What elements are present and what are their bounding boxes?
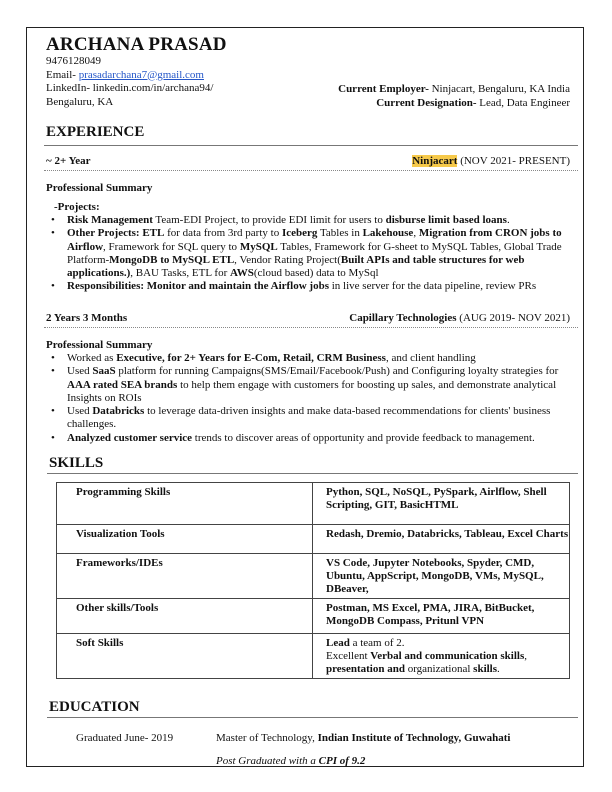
contact-block <box>46 55 213 109</box>
bullet-bold: Built APIs and table structures for web applications.) <box>67 253 525 280</box>
bullet-text: trends to discover areas of opportunity and provide feedback to management. <box>192 431 535 444</box>
job2-company-dates <box>349 312 570 325</box>
skill-text: Excellent <box>326 650 371 662</box>
bullet-text: Tables in <box>317 227 363 240</box>
divider <box>44 145 578 146</box>
designation-label: Current Designation- <box>376 96 477 109</box>
bullet-text: Worked as <box>67 352 117 364</box>
cpi: CPI of 9.2 <box>318 755 366 767</box>
bullet-bold: Lakehouse <box>362 227 414 240</box>
bullet-text: for data from 3rd party to <box>164 227 282 240</box>
bullet-text: , and client handling <box>385 352 476 364</box>
skill-label: Frameworks/IDEs <box>57 554 313 599</box>
job1-dates: (NOV 2021- PRESENT) <box>457 155 570 167</box>
bullet-bold: Iceberg <box>281 227 318 240</box>
skill-label: Other skills/Tools <box>57 599 313 634</box>
institute: Indian Institute of Technology, Guwahati <box>317 732 511 744</box>
projects-heading: -Projects: <box>54 201 100 213</box>
bullet-label: Risk Management <box>67 214 153 226</box>
education-heading: EDUCATION <box>49 699 140 715</box>
bullet-bold: Migration from CRON jobs to Airflow <box>67 227 562 253</box>
job2-company: Capillary Technologies <box>349 312 457 324</box>
bullet-label: Responsibilities: Monitor and maintain the Airflow jobs <box>67 280 329 293</box>
graduated-date: Graduated June- 2019 <box>76 732 174 744</box>
job1-bullets <box>46 214 582 294</box>
skill-bold: Lead <box>326 637 350 649</box>
skill-label: Soft Skills <box>57 634 313 679</box>
job2-bullets <box>46 352 582 445</box>
job1-company-dates <box>412 155 570 168</box>
skill-text: , MS Excel, PMA, JIRA, BitBucket, MongoDB Compass, Pritunl VPN <box>326 602 535 627</box>
skills-heading: SKILLS <box>49 455 104 471</box>
bullet-text: (cloud based) data to MySql <box>253 267 379 280</box>
list-item <box>46 214 582 227</box>
job2-duration: 2 Years 3 Months <box>46 312 128 324</box>
skill-bold: Verbal and communication skills <box>370 650 525 662</box>
table-row <box>57 599 570 634</box>
bullet-bold: MySQL <box>239 240 278 253</box>
soft-skill-line <box>326 637 569 650</box>
email-link[interactable]: prasadarchana7@gmail.com <box>78 68 204 81</box>
skill-bold: skills <box>473 663 498 675</box>
bullet-bold: MongoDB to MySQL ETL <box>109 253 235 266</box>
skill-value <box>313 634 570 679</box>
skill-text: organizational <box>404 663 474 675</box>
skill-label: Programming Skills <box>57 483 313 525</box>
skill-value <box>313 599 570 634</box>
skill-text: , <box>524 650 527 662</box>
bullet-bold: Databricks <box>92 405 145 418</box>
candidate-name: ARCHANA PRASAD <box>46 34 227 55</box>
skill-label: Visualization Tools <box>57 525 313 554</box>
list-item <box>46 352 582 365</box>
soft-skill-line <box>326 650 569 676</box>
bullet-text: Used <box>67 405 93 418</box>
list-item <box>46 405 582 432</box>
skill-bold: Postman <box>326 602 367 614</box>
job1-summary-heading: Professional Summary <box>46 182 153 194</box>
employer-block <box>338 83 570 110</box>
bullet-text: Team-EDI Project, to provide EDI limit for users to <box>152 214 386 226</box>
bullet-text: platform for running Campaigns(SMS/Email/Facebook/Push) and Configuring loyalty strategies for <box>115 365 559 378</box>
experience-heading: EXPERIENCE <box>46 124 145 140</box>
dotted-divider <box>44 170 578 171</box>
bullet-text: to help them engage with customers for boosting up sales, and demonstrate analytical Insights on ROIs <box>67 378 557 404</box>
bullet-bold: SaaS <box>92 365 116 378</box>
bullet-text: . <box>506 214 510 226</box>
table-row <box>57 483 570 525</box>
table-row <box>57 634 570 679</box>
bullet-text: to leverage data-driven insights and make data-based recommendations for clients' business challenges. <box>67 405 551 431</box>
email-label: Email- <box>46 68 79 81</box>
list-item <box>46 280 582 293</box>
dotted-divider <box>44 327 578 328</box>
employer-value: Ninjacart, Bengaluru, KA India <box>428 83 570 95</box>
bullet-bold: Executive, for 2+ Years for E-Com, Retail, CRM Business <box>116 352 386 364</box>
job2-summary-heading: Professional Summary <box>46 339 153 351</box>
bullet-label: Other Projects: <box>67 227 140 240</box>
bullet-text: Used <box>67 365 93 378</box>
skill-value: VS Code, Jupyter Notebooks, Spyder, CMD, Ubuntu, AppScript, MongoDB, VMs, MySQL, DBeaver, <box>313 554 570 599</box>
bullet-text: , BAU Tasks, ETL for <box>130 267 231 280</box>
skill-value: Redash, Dremio, Databricks, Tableau, Excel Charts <box>313 525 570 554</box>
bullet-bold: AAA rated SEA brands <box>67 378 178 391</box>
bullet-bold: AWS <box>230 267 254 280</box>
employer-label: Current Employer- <box>338 83 429 95</box>
bullet-text: , Vendor Rating Project( <box>234 253 341 266</box>
current-designation <box>338 97 570 111</box>
bullet-text: , <box>413 227 419 240</box>
current-employer <box>338 83 570 97</box>
pg-line <box>216 755 365 768</box>
list-item <box>46 227 582 280</box>
degree <box>216 732 510 745</box>
skill-text: a team of 2. <box>349 637 405 649</box>
location: Bengaluru, KA <box>46 95 114 108</box>
list-item <box>46 432 582 445</box>
skills-table <box>56 482 570 679</box>
pg-text: Post Graduated with a <box>216 755 319 767</box>
table-row <box>57 525 570 554</box>
designation-value: Lead, Data Engineer <box>476 96 570 109</box>
skill-text: . <box>497 663 500 675</box>
bullet-bold: Analyzed customer service <box>67 431 193 444</box>
bullet-text: in live server for the data pipeline, review PRs <box>329 280 537 293</box>
bullet-text: , Framework for SQL query to <box>103 240 240 253</box>
bullet-bold: disburse limit based loans <box>385 214 507 226</box>
phone: 9476128049 <box>46 55 101 67</box>
bullet-text: Tables, Framework for G-sheet to MySQL Tables, Global Trade Platform- <box>67 240 562 266</box>
skill-bold: presentation and <box>326 663 405 675</box>
job1-company: Ninjacart <box>412 155 458 167</box>
skill-value: Python, SQL, NoSQL, PySpark, Airlflow, Shell Scripting, GIT, BasicHTML <box>313 483 570 525</box>
divider <box>47 473 578 474</box>
degree-name: Master of Technology, <box>216 732 318 744</box>
list-item <box>46 365 582 405</box>
email-line <box>46 69 213 83</box>
divider <box>47 717 578 718</box>
table-row <box>57 554 570 599</box>
bullet-bold: ETL <box>139 227 165 240</box>
job2-dates: (AUG 2019- NOV 2021) <box>456 312 570 324</box>
job1-duration: ~ 2+ Year <box>46 155 91 167</box>
linkedin: LinkedIn- linkedin.com/in/archana94/ <box>46 82 214 94</box>
